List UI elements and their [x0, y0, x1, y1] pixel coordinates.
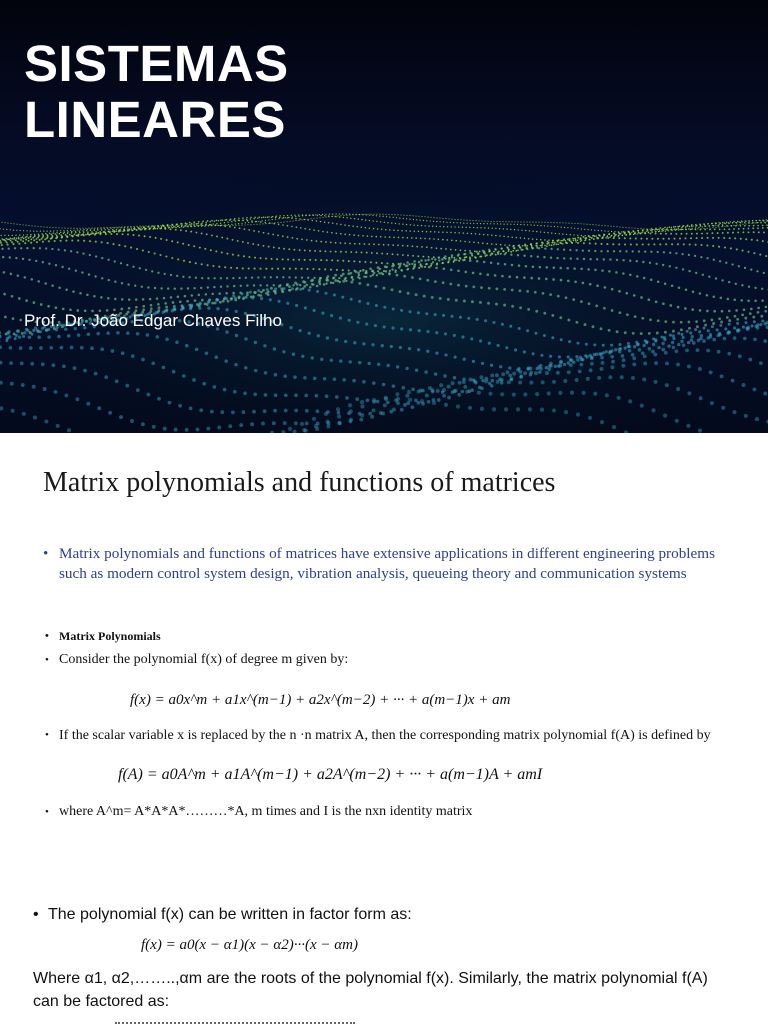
bullet-where — [43, 803, 723, 821]
bullet-consider — [43, 651, 723, 669]
cut-off-equation — [115, 1019, 375, 1024]
bullet-matrix-polynomials — [43, 627, 723, 645]
bullet-dot: • — [45, 630, 49, 642]
bullet-dot: • — [45, 729, 49, 741]
bullet-dot: • — [45, 806, 49, 818]
bullet-dot: • — [33, 906, 39, 923]
cover-title-line1: SISTEMAS — [24, 35, 289, 92]
cover-title-line2: LINEARES — [24, 91, 286, 148]
factor-form-bullet — [33, 906, 733, 924]
bullet-scalar-text: If the scalar variable x is replaced by the n ·n matrix A, then the corresponding matrix polynomial f(A) is defined by — [59, 728, 711, 743]
bullet-consider-text: Consider the polynomial f(x) of degree m given by: — [59, 652, 349, 667]
cover-slide — [0, 0, 768, 433]
bullet-where-text: where A^m= A*A*A*………*A, m times and I is the nxn identity matrix — [59, 804, 473, 819]
bullet-scalar-variable — [43, 727, 723, 744]
cover-title — [24, 36, 289, 148]
slide-title: Matrix polynomials and functions of matrices — [43, 467, 556, 498]
matrix-polynomial-equation: f(A) = a0A^m + a1A^(m−1) + a2A^(m−2) + ··· + a(m−1)A + amI — [118, 766, 543, 783]
polynomial-equation: f(x) = a0x^m + a1x^(m−1) + a2x^(m−2) + ··· + a(m−1)x + am — [130, 692, 511, 708]
factor-form-text: The polynomial f(x) can be written in factor form as: — [48, 906, 412, 923]
intro-text: Matrix polynomials and functions of matrices have extensive applications in different engineering problems such as modern control system design, vibration analysis, queueing theory and communication systems — [59, 545, 715, 582]
roots-paragraph: Where α1, α2,……..,αm are the roots of the polynomial f(x). Similarly, the matrix polynomial f(A) can be factored as: — [33, 970, 708, 1010]
bullet-matrix-polynomials-text: Matrix Polynomials — [59, 629, 161, 643]
cover-author: Prof. Dr. João Edgar Chaves Filho — [24, 311, 282, 330]
factor-form-equation: f(x) = a0(x − α1)(x − α2)···(x − αm) — [141, 937, 358, 953]
bullet-dot: • — [45, 654, 49, 666]
bullet-dot: • — [43, 545, 49, 562]
intro-bullet — [43, 544, 723, 583]
